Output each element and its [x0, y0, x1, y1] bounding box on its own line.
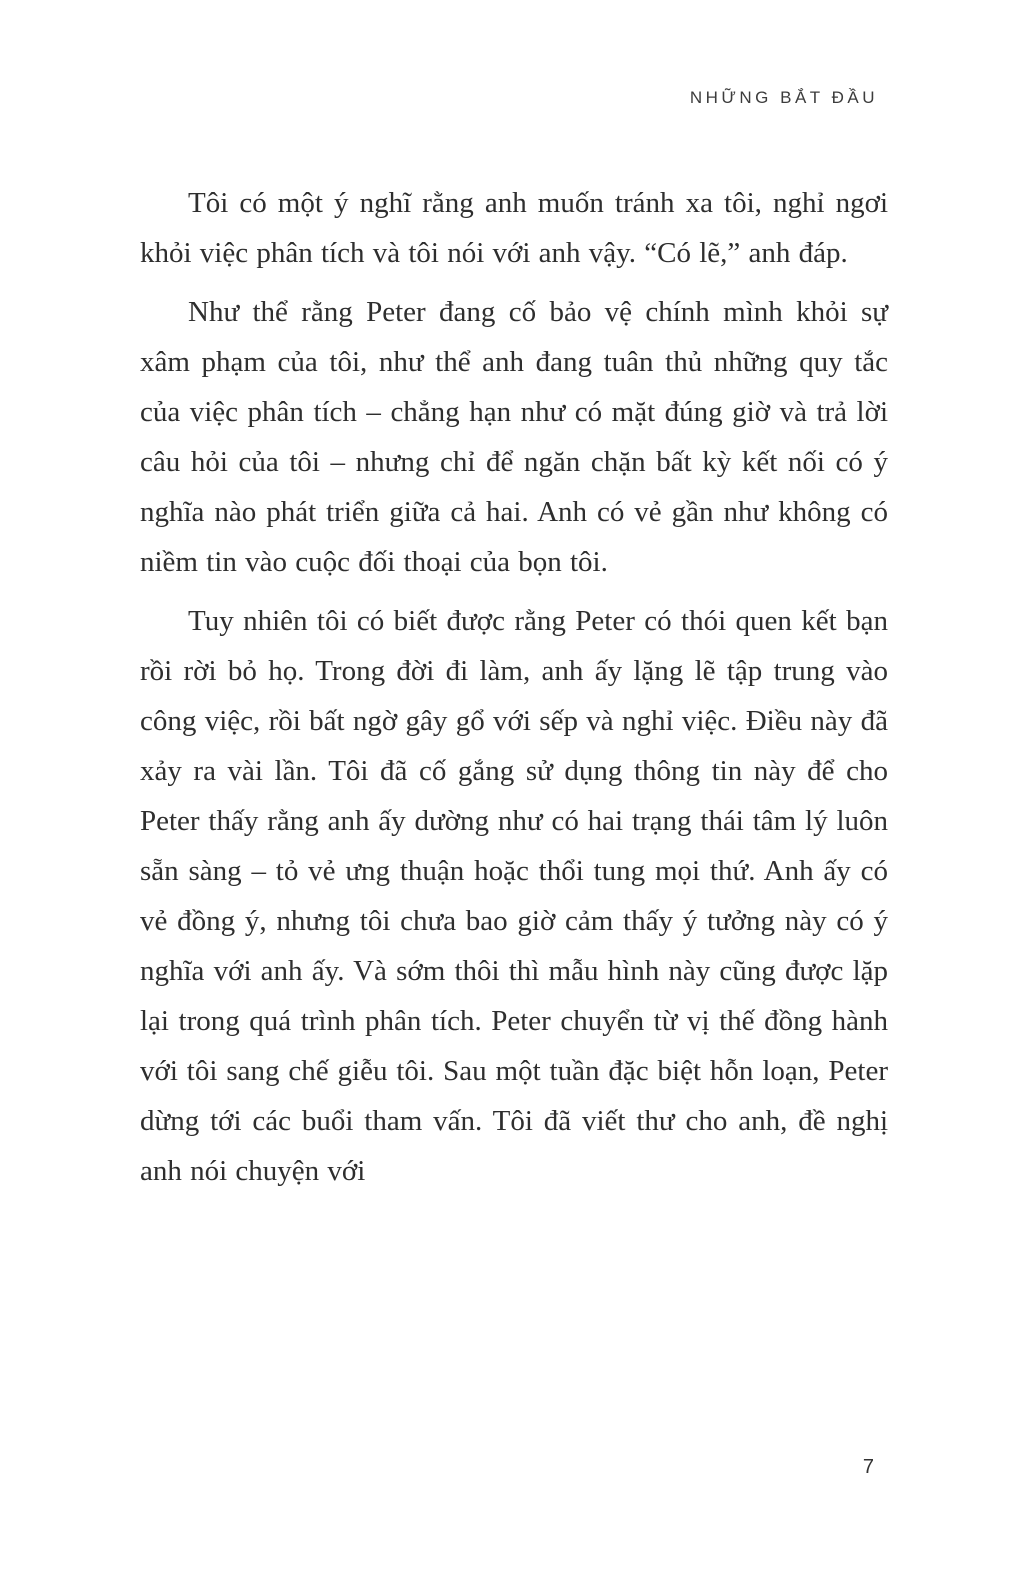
paragraph-2: Như thể rằng Peter đang cố bảo vệ chính mình khỏi sự xâm phạm của tôi, như thể anh đang tuân thủ những quy tắc của việc phân tích – chẳng hạn như có mặt đúng giờ và trả lời câu hỏi của tôi – nhưng chỉ để ngăn chặn bất kỳ kết nối có ý nghĩa nào phát triển giữa cả hai. Anh có vẻ gần như không có niềm tin vào cuộc đối thoại của bọn tôi. — [140, 296, 888, 578]
running-header: NHỮNG BẮT ĐẦU — [689, 88, 878, 107]
page-number: 7 — [862, 1456, 874, 1478]
paragraph-1: Tôi có một ý nghĩ rằng anh muốn tránh xa tôi, nghỉ ngơi khỏi việc phân tích và tôi nói với anh vậy. “Có lẽ,” anh đáp. — [140, 187, 888, 269]
body-text — [140, 178, 888, 1196]
paragraph-3: Tuy nhiên tôi có biết được rằng Peter có thói quen kết bạn rồi rời bỏ họ. Trong đời đi làm, anh ấy lặng lẽ tập trung vào công việc, rồi bất ngờ gây gổ với sếp và nghỉ việc. Điều này đã xảy ra vài lần. Tôi đã cố gắng sử dụng thông tin này để cho Peter thấy rằng anh ấy dường như có hai trạng thái tâm lý luôn sẵn sàng – tỏ vẻ ưng thuận hoặc thổi tung mọi thứ. Anh ấy có vẻ đồng ý, nhưng tôi chưa bao giờ cảm thấy ý tưởng này có ý nghĩa với anh ấy. Và sớm thôi thì mẫu hình này cũng được lặp lại trong quá trình phân tích. Peter chuyển từ vị thế đồng hành với tôi sang chế giễu tôi. Sau một tuần đặc biệt hỗn loạn, Peter dừng tới các buổi tham vấn. Tôi đã viết thư cho anh, đề nghị anh nói chuyện với — [140, 605, 888, 1187]
